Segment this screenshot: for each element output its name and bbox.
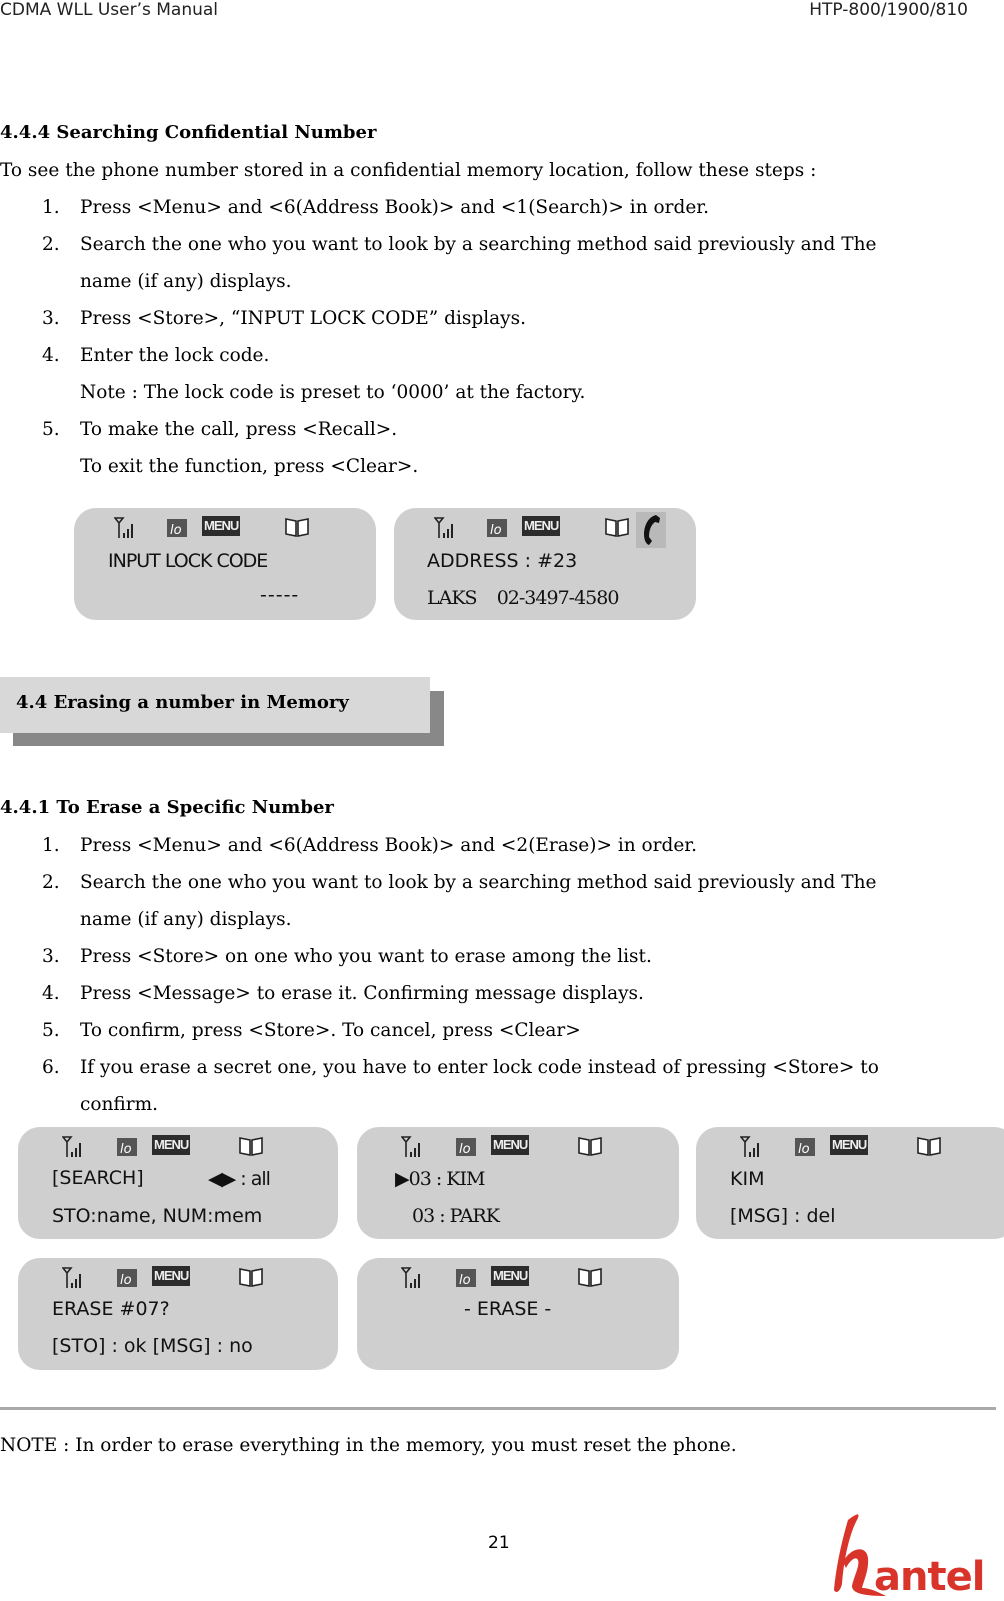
step-num: 1. [42, 197, 60, 218]
handset-icon [116, 1135, 140, 1159]
handset-icon [486, 516, 510, 540]
header-model: HTP-800/1900/810 [809, 0, 968, 20]
step-num: 6. [42, 1057, 60, 1078]
step-num: 1. [42, 835, 60, 856]
menu-icon: MENU [202, 516, 240, 536]
menu-icon: MENU [152, 1266, 190, 1286]
signal-icon [434, 516, 456, 540]
step-text: Press <Store>, “INPUT LOCK CODE” displays. [80, 308, 526, 329]
lcd-screen [18, 1258, 338, 1370]
lcd-screen [357, 1127, 679, 1239]
svg-text:lo: lo [490, 523, 502, 538]
step-text: Search the one who you want to look by a searching method said previously and The [80, 234, 877, 255]
lcd-line-1: ERASE #07? [52, 1298, 170, 1320]
steps-list-441 [0, 827, 1004, 1127]
step-note: Note : The lock code is preset to ‘0000’ at the factory. [80, 382, 586, 403]
lcd-line-1: INPUT LOCK CODE [108, 550, 268, 572]
book-icon [238, 1266, 264, 1288]
header-title: CDMA WLL User’s Manual [0, 0, 219, 20]
step-num: 3. [42, 946, 60, 967]
svg-text:lo: lo [459, 1273, 471, 1288]
book-icon [916, 1135, 942, 1157]
step-text-cont: To exit the function, press <Clear>. [80, 456, 419, 477]
phone-call-icon [636, 512, 666, 548]
book-icon [577, 1135, 603, 1157]
lcd-line-2: ----- [260, 584, 300, 606]
step-text: If you erase a secret one, you have to enter lock code instead of pressing <Store> to [80, 1057, 879, 1078]
section-title-441: 4.4.1 To Erase a Specific Number [0, 797, 334, 818]
status-icons [401, 1266, 621, 1292]
hantel-logo [826, 1512, 1004, 1597]
book-icon [284, 516, 310, 538]
step-num: 5. [42, 419, 60, 440]
book-icon [238, 1135, 264, 1157]
status-icons [114, 516, 314, 542]
section-banner-title: 4.4 Erasing a number in Memory [16, 692, 349, 713]
lcd-line-1: - ERASE - [464, 1298, 552, 1320]
note-text: NOTE : In order to erase everything in the memory, you must reset the phone. [0, 1435, 737, 1456]
step-text: Press <Store> on one who you want to erase among the list. [80, 946, 652, 967]
menu-icon: MENU [522, 516, 560, 536]
status-icons [434, 516, 694, 542]
menu-icon: MENU [491, 1135, 529, 1155]
divider [0, 1407, 996, 1410]
step-text-cont: name (if any) displays. [80, 271, 292, 292]
book-icon [604, 516, 630, 538]
lcd-screen [357, 1258, 679, 1370]
step-text-cont: name (if any) displays. [80, 909, 292, 930]
step-text: Enter the lock code. [80, 345, 270, 366]
handset-icon [455, 1266, 479, 1290]
menu-icon: MENU [491, 1266, 529, 1286]
section-title-444: 4.4.4 Searching Confidential Number [0, 122, 377, 143]
svg-text:lo: lo [170, 523, 182, 538]
menu-icon: MENU [152, 1135, 190, 1155]
signal-icon [740, 1135, 762, 1159]
step-text: To confirm, press <Store>. To cancel, press <Clear> [80, 1020, 581, 1041]
handset-icon [455, 1135, 479, 1159]
status-icons [740, 1135, 960, 1161]
status-icons [62, 1135, 282, 1161]
lcd-line-1: ADDRESS : #23 [427, 550, 578, 572]
lcd-screen [394, 508, 696, 620]
lcd-line-1: KIM [730, 1168, 765, 1190]
handset-icon [116, 1266, 140, 1290]
signal-icon [401, 1135, 423, 1159]
step-num: 4. [42, 983, 60, 1004]
logo-wordmark: antel [874, 1554, 985, 1597]
step-text: Press <Menu> and <6(Address Book)> and <2(Erase)> in order. [80, 835, 698, 856]
lcd-screen [74, 508, 376, 620]
step-num: 2. [42, 872, 60, 893]
signal-icon [401, 1266, 423, 1290]
status-icons [62, 1266, 282, 1292]
book-icon [577, 1266, 603, 1288]
lcd-line-1-right: ◀▶ : all [208, 1168, 270, 1190]
step-num: 4. [42, 345, 60, 366]
lcd-screen [696, 1127, 1004, 1239]
lcd-line-2: 03 : PARK [412, 1205, 499, 1227]
handset-icon [794, 1135, 818, 1159]
step-num: 5. [42, 1020, 60, 1041]
steps-list-444 [0, 189, 1004, 489]
lcd-line-1: ▶03 : KIM [395, 1168, 485, 1190]
step-text: Press <Menu> and <6(Address Book)> and <1(Search)> in order. [80, 197, 709, 218]
svg-text:lo: lo [798, 1142, 810, 1157]
step-text: To make the call, press <Recall>. [80, 419, 398, 440]
step-num: 2. [42, 234, 60, 255]
logo-graphic [826, 1512, 1004, 1597]
lcd-screen [18, 1127, 338, 1239]
lcd-line-1: [SEARCH] [52, 1167, 144, 1189]
handset-icon [166, 516, 190, 540]
menu-icon: MENU [830, 1135, 868, 1155]
svg-text:lo: lo [459, 1142, 471, 1157]
lcd-line-2: LAKS 02-3497-4580 [427, 587, 619, 609]
signal-icon [62, 1266, 84, 1290]
lcd-line-2: [STO] : ok [MSG] : no [52, 1335, 253, 1357]
page-number: 21 [488, 1533, 510, 1553]
step-text: Search the one who you want to look by a searching method said previously and The [80, 872, 877, 893]
svg-text:lo: lo [120, 1142, 132, 1157]
signal-icon [114, 516, 136, 540]
step-num: 3. [42, 308, 60, 329]
step-text-cont: confirm. [80, 1094, 159, 1115]
signal-icon [62, 1135, 84, 1159]
section-intro-444: To see the phone number stored in a confidential memory location, follow these steps : [0, 160, 817, 181]
lcd-line-2: [MSG] : del [730, 1205, 836, 1227]
svg-text:lo: lo [120, 1273, 132, 1288]
step-text: Press <Message> to erase it. Confirming message displays. [80, 983, 644, 1004]
lcd-line-2: STO:name, NUM:mem [52, 1205, 263, 1227]
status-icons [401, 1135, 621, 1161]
